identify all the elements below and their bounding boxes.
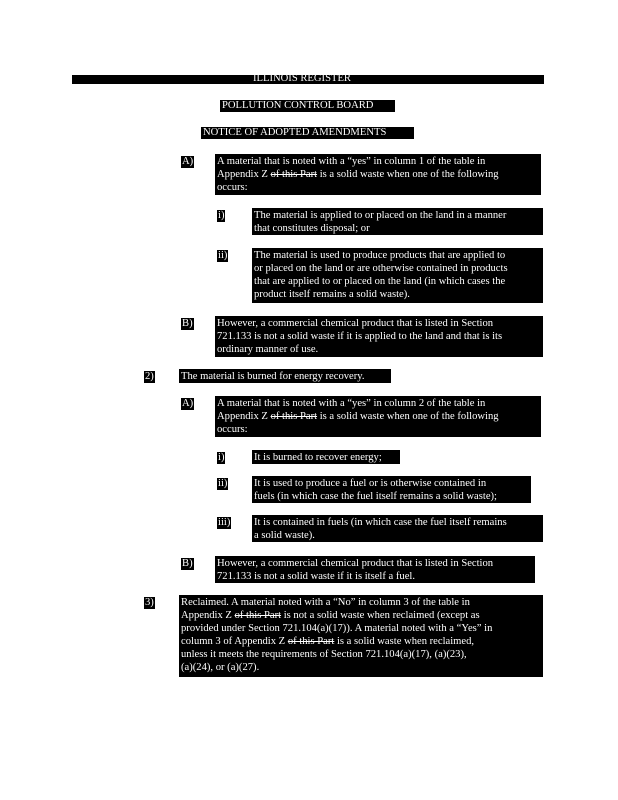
paragraph-line: ordinary manner of use.: [217, 344, 319, 355]
paragraph-line: Appendix Z of this Part is a solid waste when one of the following: [217, 169, 499, 180]
paragraph-line: occurs:: [217, 424, 248, 435]
item-label: iii): [218, 517, 231, 528]
struck-text: of this Part: [270, 411, 318, 422]
item-label: A): [182, 156, 194, 167]
paragraph-line: The material is burned for energy recovery.: [181, 371, 365, 382]
paragraph-line: It is contained in fuels (in which case the fuel itself remains: [254, 517, 507, 528]
register-title: ILLINOIS REGISTER: [253, 73, 351, 84]
paragraph-line: that constitutes disposal; or: [254, 223, 370, 234]
struck-text: of this Part: [287, 636, 335, 647]
paragraph-line: The material is applied to or placed on the land in a manner: [254, 210, 507, 221]
paragraph-line: that are applied to or placed on the land (in which cases the: [254, 276, 506, 287]
paragraph-line: Appendix Z of this Part is a solid waste when one of the following: [217, 411, 499, 422]
paragraph-line: It is burned to recover energy;: [254, 452, 382, 463]
paragraph-line: provided under Section 721.104(a)(17)). A material noted with a “Yes” in: [181, 623, 493, 634]
paragraph-line: a solid waste).: [254, 530, 315, 541]
item-label: A): [182, 398, 194, 409]
item-label: 2): [145, 371, 154, 382]
paragraph-line: product itself remains a solid waste).: [254, 289, 410, 300]
paragraph-line: fuels (in which case the fuel itself remains a solid waste);: [254, 491, 497, 502]
paragraph-line: However, a commercial chemical product that is listed in Section: [217, 318, 494, 329]
paragraph-line: The material is used to produce products that are applied to: [254, 250, 506, 261]
item-label: i): [218, 210, 225, 221]
paragraph-line: unless it meets the requirements of Section 721.104(a)(17), (a)(23),: [181, 649, 467, 660]
item-label: ii): [218, 478, 228, 489]
item-label: B): [182, 558, 193, 569]
item-label: ii): [218, 250, 228, 261]
paragraph-line: Appendix Z of this Part is not a solid waste when reclaimed (except as: [181, 610, 480, 621]
struck-text: of this Part: [270, 169, 318, 180]
paragraph-line: It is used to produce a fuel or is otherwise contained in: [254, 478, 487, 489]
item-label: 3): [145, 597, 154, 608]
paragraph-line: occurs:: [217, 182, 248, 193]
item-label: i): [218, 452, 225, 463]
paragraph-line: 721.133 is not a solid waste if it is applied to the land and that is its: [217, 331, 503, 342]
paragraph-line: However, a commercial chemical product that is listed in Section: [217, 558, 494, 569]
paragraph-line: (a)(24), or (a)(27).: [181, 662, 260, 673]
paragraph-line: Reclaimed. A material noted with a “No” in column 3 of the table in: [181, 597, 470, 608]
paragraph-line: 721.133 is not a solid waste if it is itself a fuel.: [217, 571, 416, 582]
paragraph-line: column 3 of Appendix Z of this Part is a solid waste when reclaimed,: [181, 636, 475, 647]
notice-title: NOTICE OF ADOPTED AMENDMENTS: [203, 127, 387, 138]
paragraph-line: A material that is noted with a “yes” in column 1 of the table in: [217, 156, 486, 167]
board-title: POLLUTION CONTROL BOARD: [222, 100, 374, 111]
struck-text: of this Part: [234, 610, 282, 621]
paragraph-line: A material that is noted with a “yes” in column 2 of the table in: [217, 398, 486, 409]
item-label: B): [182, 318, 193, 329]
paragraph-line: or placed on the land or are otherwise contained in products: [254, 263, 508, 274]
